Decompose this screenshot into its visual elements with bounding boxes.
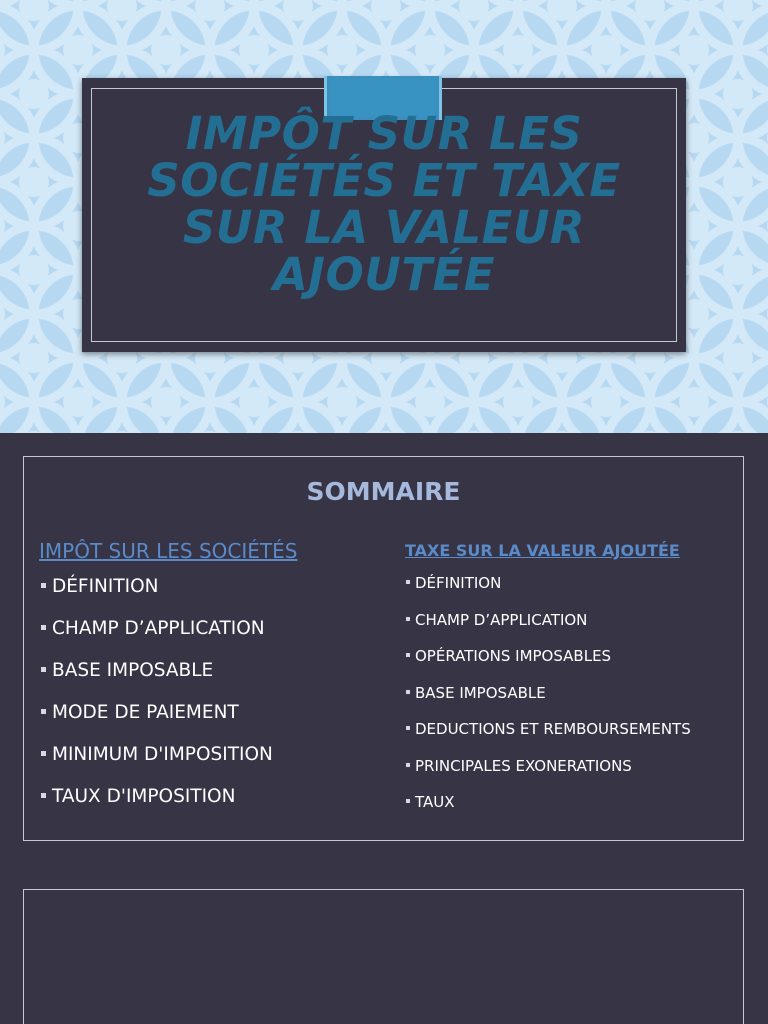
list-item: BASE IMPOSABLE [39, 660, 384, 702]
list-item: CHAMP D’APPLICATION [39, 618, 384, 660]
bullet-icon [406, 726, 410, 730]
left-column-heading: IMPÔT SUR LES SOCIÉTÉS [39, 539, 298, 563]
left-column [39, 539, 384, 828]
bullet-icon [406, 799, 410, 803]
slide-title: IMPÔT SUR LES SOCIÉTÉS ET TAXE SUR LA VALEUR AJOUTÉE [147, 107, 621, 301]
bullet-icon [406, 653, 410, 657]
list-item: PRINCIPALES EXONERATIONS [405, 757, 740, 794]
list-item: MINIMUM D'IMPOSITION [39, 744, 384, 786]
next-slide-frame [23, 889, 744, 1024]
right-column-heading: TAXE SUR LA VALEUR AJOUTÉE [405, 541, 680, 560]
bullet-icon [406, 617, 410, 621]
bullet-icon [41, 667, 46, 672]
bullet-icon [406, 580, 410, 584]
right-column [405, 539, 740, 830]
title-slide [0, 0, 768, 433]
list-item: TAUX D'IMPOSITION [39, 786, 384, 828]
bullet-icon [41, 793, 46, 798]
list-item: DÉFINITION [39, 576, 384, 618]
bullet-icon [41, 625, 46, 630]
left-column-list [39, 576, 384, 828]
right-column-list [405, 574, 740, 830]
bullet-icon [41, 583, 46, 588]
list-item: DÉFINITION [405, 574, 740, 611]
list-item: TAUX [405, 793, 740, 830]
bullet-icon [406, 690, 410, 694]
bullet-icon [41, 709, 46, 714]
summary-heading: SOMMAIRE [306, 477, 461, 506]
list-item: OPÉRATIONS IMPOSABLES [405, 647, 740, 684]
summary-slide [23, 456, 744, 841]
list-item: CHAMP D’APPLICATION [405, 611, 740, 648]
list-item: BASE IMPOSABLE [405, 684, 740, 721]
list-item: MODE DE PAIEMENT [39, 702, 384, 744]
bullet-icon [41, 751, 46, 756]
list-item: DEDUCTIONS ET REMBOURSEMENTS [405, 720, 740, 757]
title-card [82, 78, 686, 352]
bullet-icon [406, 763, 410, 767]
